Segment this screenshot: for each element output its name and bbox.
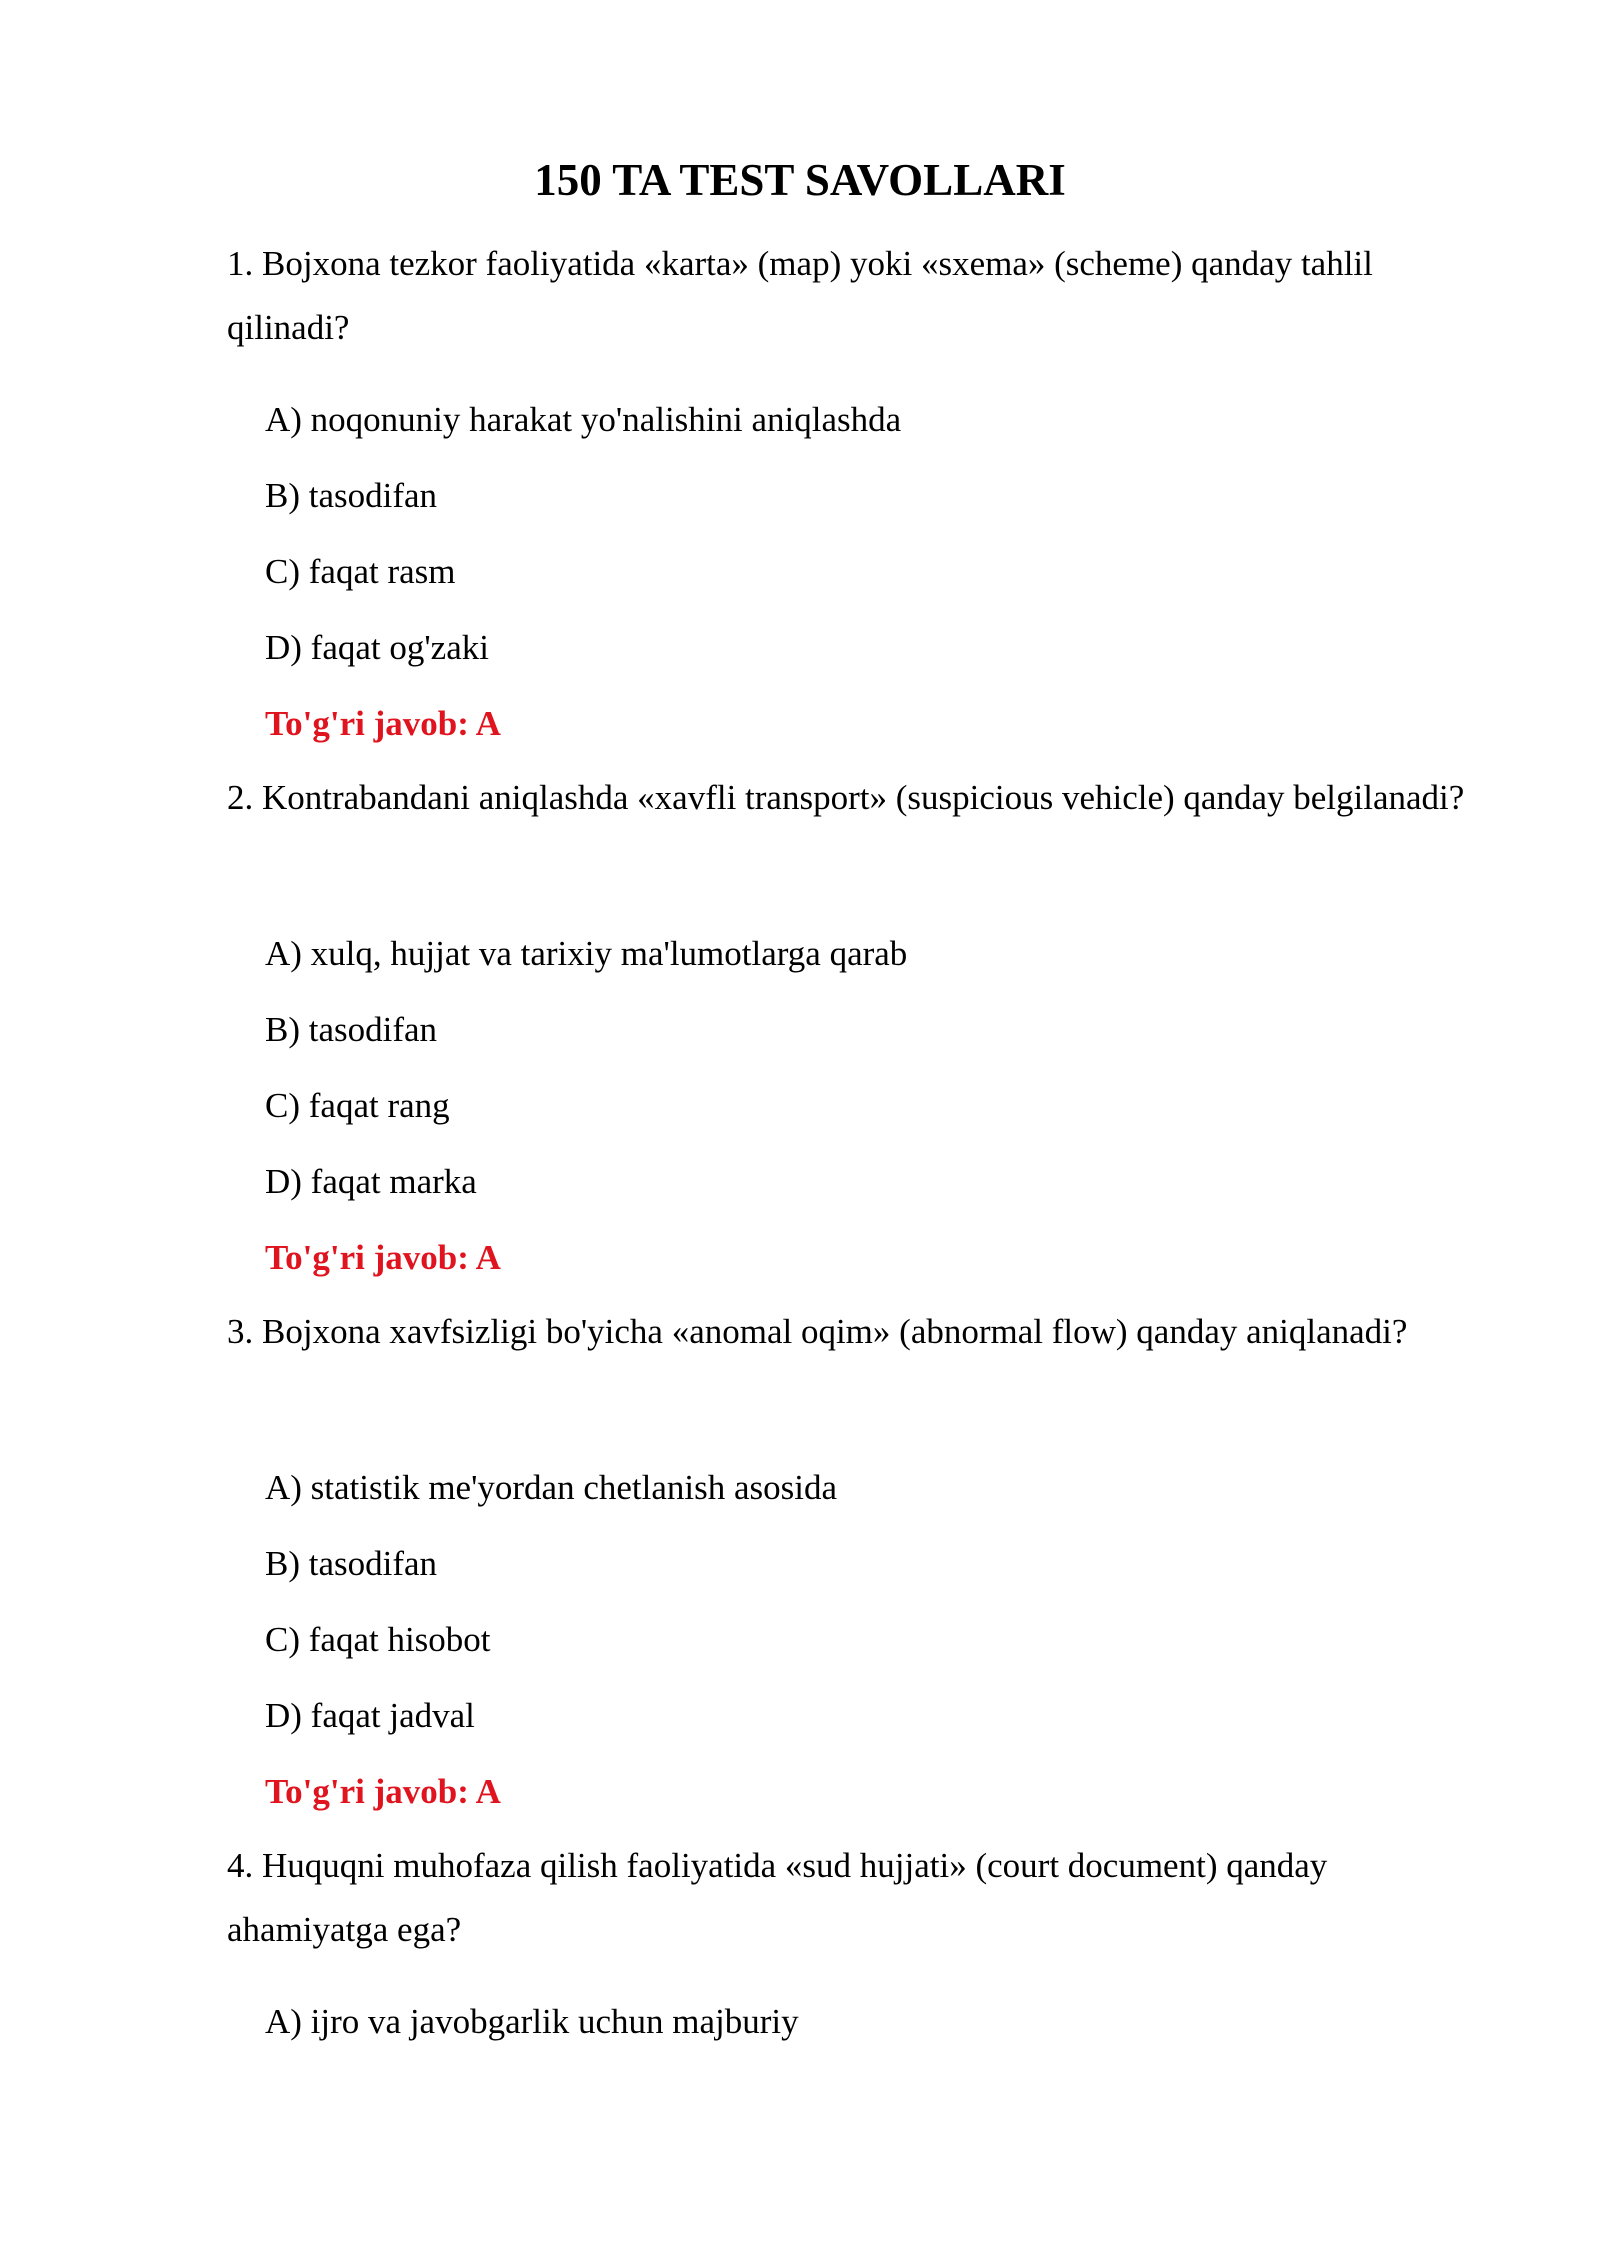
answer-option: C) faqat hisobot — [265, 1620, 491, 1659]
page-title: 150 TA TEST SAVOLLARI — [534, 155, 1066, 205]
question-text: 4. Huquqni muhofaza qilish faoliyatida «sud hujjati» (court document) qanday ahamiyatga ega? — [227, 1846, 1328, 1949]
answer-option: D) faqat jadval — [265, 1696, 475, 1735]
correct-answer: To'g'ri javob: A — [265, 1238, 501, 1277]
answer-option: A) xulq, hujjat va tarixiy ma'lumotlarga qarab — [265, 934, 908, 973]
answer-option: A) noqonuniy harakat yo'nalishini aniqlashda — [265, 400, 902, 439]
answer-option: A) ijro va javobgarlik uchun majburiy — [265, 2002, 799, 2041]
answer-option: C) faqat rasm — [265, 552, 456, 591]
answer-option: C) faqat rang — [265, 1086, 450, 1125]
question-text: 2. Kontrabandani aniqlashda «xavfli transport» (suspicious vehicle) qanday belgilanadi? — [227, 778, 1465, 817]
question-text: 1. Bojxona tezkor faoliyatida «karta» (map) yoki «sxema» (scheme) qanday tahlil qilinadi? — [227, 244, 1373, 347]
answer-option: B) tasodifan — [265, 476, 438, 515]
question-text: 3. Bojxona xavfsizligi bo'yicha «anomal oqim» (abnormal flow) qanday aniqlanadi? — [227, 1312, 1408, 1351]
answer-option: B) tasodifan — [265, 1544, 438, 1583]
answer-option: D) faqat og'zaki — [265, 628, 489, 667]
correct-answer: To'g'ri javob: A — [265, 1772, 501, 1811]
answer-option: B) tasodifan — [265, 1010, 438, 1049]
answer-option: D) faqat marka — [265, 1162, 477, 1201]
answer-option: A) statistik me'yordan chetlanish asosida — [265, 1468, 838, 1507]
correct-answer: To'g'ri javob: A — [265, 704, 501, 743]
